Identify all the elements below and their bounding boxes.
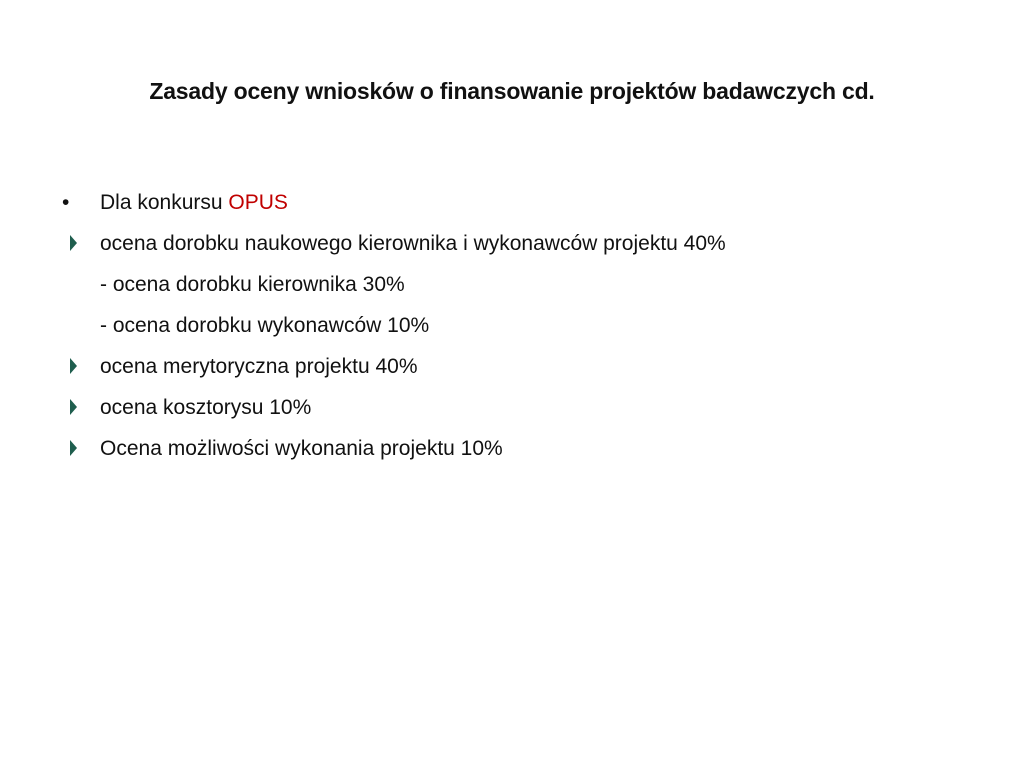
list-item: ocena dorobku naukowego kierownika i wykonawców projektu 40% bbox=[100, 232, 726, 255]
list-item: - ocena dorobku wykonawców 10% bbox=[100, 314, 430, 337]
intro-highlight: OPUS bbox=[228, 191, 288, 214]
list-item: ocena merytoryczna projektu 40% bbox=[100, 355, 418, 378]
slide-title: Zasady oceny wniosków o finansowanie projektów badawczych cd. bbox=[149, 78, 875, 104]
intro-line bbox=[100, 190, 288, 216]
arrow-bullet-icon bbox=[70, 235, 77, 251]
list-item: - ocena dorobku kierownika 30% bbox=[100, 273, 405, 296]
list-item: Ocena możliwości wykonania projektu 10% bbox=[100, 437, 503, 460]
arrow-bullet-icon bbox=[70, 358, 77, 374]
arrow-bullet-icon bbox=[70, 399, 77, 415]
arrow-bullet-icon bbox=[70, 440, 77, 456]
bullet-dot-icon: • bbox=[62, 191, 70, 214]
intro-text: Dla konkursu bbox=[100, 191, 229, 214]
list-item: ocena kosztorysu 10% bbox=[100, 396, 312, 419]
